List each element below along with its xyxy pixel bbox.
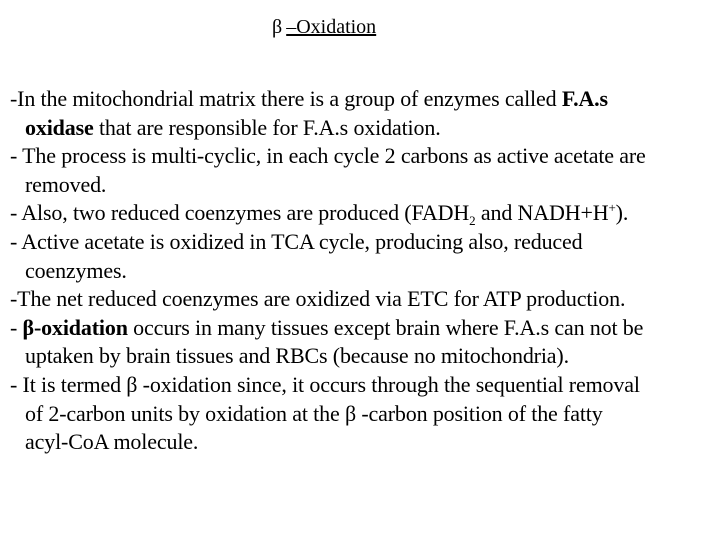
bullet-2-line-1 [10, 143, 646, 169]
text-run: - It is termed β -oxidation since, it occurs through the sequential removal [10, 372, 640, 397]
bullet-6-line-1 [10, 315, 643, 341]
text-run: removed. [25, 171, 107, 197]
title-text: –Oxidation [286, 16, 377, 38]
text-run: ). [615, 200, 629, 226]
bullet-5-line-1 [10, 286, 625, 312]
text-run: -The net reduced coenzymes are oxidized via ETC for ATP production. [10, 286, 626, 312]
bullet-7-line-3 [10, 429, 198, 455]
text-run: and NADH+H [475, 200, 609, 226]
bold-text: β-oxidation [22, 314, 128, 340]
text-run: - [10, 314, 23, 340]
text-run: uptaken by brain tissues and RBCs (because no mitochondria). [25, 343, 569, 369]
bullet-3-line-1 [10, 200, 629, 229]
bullet-1-line-1 [10, 86, 608, 112]
text-run: coenzymes. [25, 257, 127, 283]
text-run: - Active acetate is oxidized in TCA cycle, producing also, reduced [10, 229, 583, 254]
bullet-7-line-2 [10, 401, 603, 427]
bullet-1-line-2 [10, 115, 441, 141]
text-run: - Also, two reduced coenzymes are produced (FADH [10, 200, 470, 226]
bullet-4-line-2 [10, 258, 127, 284]
text-run: occurs in many tissues except brain where F.A.s can not be [127, 314, 644, 340]
bullet-2-line-2 [10, 172, 106, 198]
text-run: of 2-carbon units by oxidation at the β -carbon position of the fatty [25, 400, 603, 426]
text-run: -In the mitochondrial matrix there is a group of enzymes called [10, 86, 562, 111]
title-beta-symbol: β [272, 16, 283, 38]
subscript: 2 [469, 213, 476, 229]
superscript: + [608, 200, 616, 216]
slide-title [272, 16, 376, 39]
bullet-4-line-1 [10, 229, 583, 255]
text-run: acyl-CoA molecule. [25, 429, 199, 455]
text-run: that are responsible for F.A.s oxidation. [93, 114, 441, 140]
bullet-6-line-2 [10, 343, 569, 369]
text-run: - The process is multi-cyclic, in each cycle 2 carbons as active acetate are [10, 143, 646, 169]
bold-text: oxidase [25, 114, 94, 140]
bold-text: F.A.s [561, 86, 608, 111]
bullet-7-line-1 [10, 372, 640, 398]
